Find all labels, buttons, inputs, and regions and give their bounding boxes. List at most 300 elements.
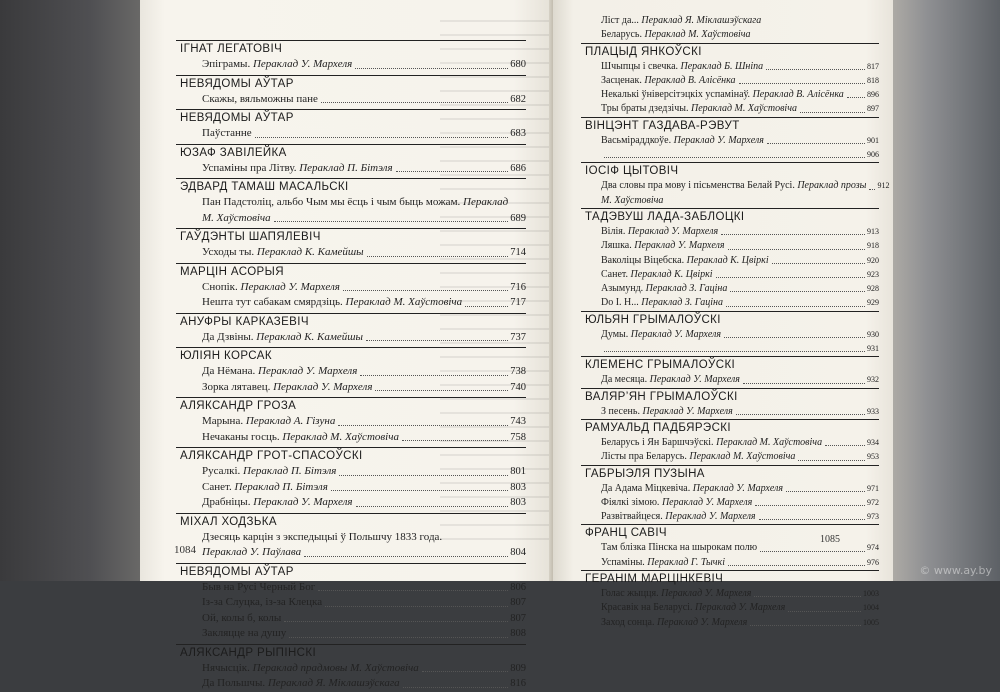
work-title: Эпіграмы.	[202, 58, 253, 70]
work-title: Зорка лятавец.	[202, 380, 274, 393]
dot-leader	[760, 541, 865, 551]
author-group	[176, 263, 526, 311]
entry-title	[601, 102, 797, 116]
dot-leader	[360, 364, 508, 376]
page-ref: 930	[867, 329, 879, 339]
translator-note: Пераклад П. Бітэля	[243, 465, 337, 477]
entry-title	[601, 268, 713, 282]
work-title: Ваколіцы Віцебска.	[601, 254, 687, 266]
toc-entry	[581, 102, 879, 116]
entry-title	[202, 480, 328, 496]
translator-note: Пераклад У. Мархеля	[240, 280, 340, 293]
dot-leader	[366, 330, 508, 342]
dot-leader	[402, 430, 508, 442]
work-title: Усходы ты.	[202, 246, 257, 258]
page-ref: 740	[510, 381, 526, 393]
dot-leader	[755, 496, 865, 506]
dot-leader	[331, 480, 508, 492]
dot-leader	[284, 611, 508, 623]
page-ref: 686	[510, 162, 526, 174]
work-title: Беларусь.	[601, 29, 645, 41]
work-title: Пан Падстоліц, альбо Чым мы ёсць і чым быць можам.	[202, 196, 464, 208]
toc-entry	[176, 195, 526, 211]
author-heading: НЕВЯДОМЫ АЎТАР	[176, 563, 526, 580]
page-ref: 803	[510, 481, 526, 493]
toc-entry	[581, 587, 879, 601]
work-title: Тры браты дзедзічы.	[601, 103, 691, 115]
author-group	[581, 162, 890, 208]
dot-leader	[754, 587, 861, 597]
author-heading: ІГНАТ ЛЕГАТОВІЧ	[176, 40, 526, 57]
entry-title	[601, 134, 764, 148]
page-ref: 920	[867, 255, 879, 265]
page-ref: 897	[867, 104, 879, 114]
work-title: Успаміны.	[601, 556, 648, 568]
toc-entry	[581, 179, 890, 193]
author-group	[581, 43, 879, 117]
dot-leader	[304, 545, 508, 557]
toc-entry	[176, 245, 526, 261]
dot-leader	[403, 676, 509, 688]
translator-note: Пераклад У. Мархеля	[665, 511, 756, 523]
translator-note: Пераклад У. Мархеля	[630, 328, 722, 340]
toc-entry	[581, 436, 879, 450]
author-group	[176, 513, 526, 561]
entry-title	[601, 74, 736, 88]
page-ref: 682	[510, 93, 526, 105]
toc-entry	[176, 295, 526, 311]
translator-note: Пераклад	[463, 196, 509, 208]
entry-title	[601, 179, 866, 193]
page-ref: 717	[510, 297, 526, 308]
page-ref: 1005	[863, 617, 879, 627]
work-title: З песень.	[601, 405, 643, 417]
dot-leader	[721, 225, 865, 235]
work-title: Снопік.	[202, 280, 241, 293]
entry-title	[601, 194, 663, 208]
author-heading: РАМУАЛЬД ПАДБЯРЭСКІ	[581, 419, 879, 436]
toc-entry	[581, 510, 879, 524]
work-title: Ліст да...	[601, 15, 642, 26]
page-ref: 689	[510, 212, 526, 224]
work-title: Развітвайцеся.	[601, 511, 666, 523]
translator-note: Пераклад М. Хаўстовіча	[282, 430, 399, 443]
translator-note: Пераклад У. Мархеля	[258, 365, 358, 377]
page-ref: 683	[510, 128, 526, 139]
entry-title	[601, 510, 756, 524]
translator-note: Пераклад К. Цвіркі	[686, 254, 769, 266]
author-heading: ПЛАЦЫД ЯНКОЎСКІ	[581, 43, 879, 60]
author-group	[176, 644, 526, 692]
toc-entry	[176, 676, 526, 692]
toc-entry	[176, 57, 526, 73]
work-title: Ляшка.	[601, 240, 635, 252]
entry-title	[601, 436, 822, 450]
dot-leader	[422, 661, 508, 673]
author-group	[581, 465, 879, 525]
page-ref: 932	[867, 375, 879, 385]
dot-leader	[786, 482, 865, 492]
entry-title	[601, 88, 844, 102]
translator-note: Пераклад В. Алісёнка	[644, 74, 736, 86]
entry-title	[601, 450, 795, 464]
toc-entry	[581, 342, 879, 356]
page-number-left: 1084	[174, 544, 196, 556]
toc-entry	[581, 405, 879, 419]
author-heading: АЛЯКСАНДР ГРОТ-СПАСОЎСКІ	[176, 447, 526, 464]
dot-leader	[724, 328, 865, 338]
page-ref: 808	[510, 628, 526, 639]
dot-leader	[716, 268, 865, 278]
author-group	[176, 397, 526, 445]
dot-leader	[788, 601, 861, 611]
page-ref: 929	[867, 298, 879, 308]
author-group	[176, 178, 526, 226]
dot-leader	[465, 295, 508, 307]
toc-entry	[581, 282, 879, 296]
author-heading: АЛЯКСАНДР РЫПІНСКІ	[176, 644, 526, 661]
author-heading: ЮЗАФ ЗАВІЛЕЙКА	[176, 144, 526, 161]
page-ref: 714	[510, 247, 526, 258]
page-ref: 807	[510, 597, 526, 608]
page-ref: 738	[510, 366, 526, 377]
dot-leader	[730, 282, 865, 292]
translator-note: Пераклад У. Мархеля	[656, 616, 748, 628]
page-ref: 758	[510, 431, 526, 443]
toc-entry	[581, 482, 879, 496]
author-group	[581, 117, 879, 163]
toc-entry	[176, 92, 526, 108]
toc-entry	[176, 330, 526, 346]
toc-entry	[581, 88, 879, 102]
author-group	[176, 447, 526, 511]
page-ref: 918	[867, 241, 879, 251]
page-ref: 906	[867, 150, 879, 160]
toc-entry	[581, 134, 879, 148]
translator-note: Пераклад У. Мархеля	[252, 58, 353, 70]
toc-entry	[176, 661, 526, 677]
dot-leader	[604, 148, 865, 158]
work-title: Do I. Н...	[601, 297, 642, 309]
author-group	[176, 347, 526, 395]
translator-note: Пераклад У. Мархеля	[253, 496, 353, 508]
work-title: Русалкі.	[202, 465, 244, 477]
toc-entry	[176, 380, 526, 396]
work-title: Да Польшчы.	[202, 677, 268, 689]
author-group	[176, 563, 526, 642]
author-group	[581, 419, 879, 465]
work-title: Паўстанне	[202, 127, 252, 139]
author-heading: КЛЕМЕНС ГРЫМАЛОЎСКІ	[581, 356, 879, 373]
work-title: Нечаканы госць.	[202, 430, 283, 443]
translator-note: Пераклад В. Алісёнка	[752, 89, 844, 101]
page-ref: 972	[867, 497, 879, 507]
left-page	[140, 0, 555, 689]
work-title: Вілія.	[601, 225, 628, 237]
page-ref: 806	[510, 581, 526, 593]
page-ref: 913	[867, 226, 879, 236]
page-ref: 816	[510, 678, 526, 689]
page-ref: 807	[510, 612, 526, 624]
toc-entry	[176, 580, 526, 596]
page-ref: 817	[867, 61, 879, 71]
dot-leader	[604, 342, 865, 352]
toc-entry	[581, 14, 879, 28]
toc-entry	[581, 28, 879, 42]
entry-title	[601, 556, 725, 570]
dot-leader	[367, 245, 509, 257]
translator-note: Пераклад Г. Тычкі	[647, 556, 726, 568]
entry-title	[202, 661, 419, 677]
page-ref: 912	[877, 181, 890, 191]
toc-entry	[176, 595, 526, 611]
translator-note: Пераклад А. Гізуна	[245, 415, 336, 427]
page-ref: 737	[510, 331, 526, 343]
dot-leader	[343, 280, 508, 292]
dot-leader	[339, 464, 508, 476]
page-ref: 928	[867, 284, 879, 294]
author-heading: ЮЛІЯН КОРСАК	[176, 347, 526, 364]
toc-entry	[581, 601, 879, 615]
author-heading: МІХАЛ ХОДЗЬКА	[176, 513, 526, 530]
author-group	[176, 40, 526, 73]
dot-leader	[255, 126, 509, 138]
toc-entry	[581, 239, 879, 253]
translator-note: Пераклад У. Мархеля	[661, 588, 752, 600]
work-title: Нешта тут сабакам смярдзіць.	[202, 296, 346, 308]
dot-leader	[338, 414, 508, 426]
entry-title	[202, 280, 340, 296]
work-title: Голас жыцця.	[601, 588, 662, 600]
dot-leader	[759, 510, 865, 520]
work-title: Успаміны пра Літву.	[202, 161, 300, 174]
dot-leader	[355, 57, 508, 69]
entry-title	[202, 595, 322, 611]
dot-leader	[772, 254, 865, 264]
dot-leader	[325, 595, 508, 607]
entry-title	[202, 245, 364, 261]
work-title: Драбніцы.	[202, 496, 254, 508]
entry-title	[202, 414, 335, 430]
dot-leader	[739, 74, 865, 84]
author-group	[176, 109, 526, 142]
translator-note: Пераклад З. Гаціна	[645, 283, 728, 295]
entry-title	[202, 611, 281, 627]
entry-title	[601, 28, 751, 42]
page-ref: 973	[867, 512, 879, 522]
dot-leader	[375, 380, 508, 392]
toc-entry	[176, 545, 526, 561]
page-ref: 923	[867, 269, 879, 279]
work-title: Лісты пра Беларусь.	[601, 451, 690, 463]
dot-leader	[750, 616, 861, 626]
translator-note: Пераклад П. Бітэля	[299, 161, 393, 174]
entry-title	[601, 587, 751, 601]
toc-entry	[581, 496, 879, 510]
page-ref: 809	[510, 662, 526, 674]
page-ref: 1004	[863, 603, 879, 613]
translator-note: Пераклад У. Мархеля	[273, 380, 373, 393]
toc-entry	[176, 126, 526, 142]
translator-note: Пераклад прадмовы М. Хаўстовіча	[252, 661, 419, 674]
author-heading: ГЕРАНІМ МАРЦІНКЕВІЧ	[581, 570, 879, 587]
work-title: Скажы, вяльможны пане	[202, 92, 318, 105]
work-title: Марына.	[202, 415, 246, 427]
work-title: Закляцце на душу	[202, 627, 287, 639]
author-group	[176, 228, 526, 261]
entry-title	[202, 195, 508, 211]
author-group	[581, 570, 879, 630]
toc-entry	[581, 556, 879, 570]
entry-title	[601, 482, 783, 496]
translator-note: Пераклад К. Цвіркі	[630, 268, 713, 280]
entry-title	[202, 161, 393, 177]
author-heading: ЭДВАРД ТАМАШ МАСАЛЬСКІ	[176, 178, 526, 195]
work-title: Там блізка Пінска на шырокам полю	[601, 542, 758, 554]
author-heading: ГАЎДЭНТЫ ШАПЯЛЕВІЧ	[176, 228, 526, 245]
toc-entry	[581, 268, 879, 282]
dot-leader	[274, 211, 509, 223]
toc-entry	[176, 364, 526, 380]
toc-entry	[581, 74, 879, 88]
toc-entry	[581, 254, 879, 268]
entry-title	[202, 530, 442, 546]
dot-leader	[825, 436, 865, 446]
translator-note: Пераклад У. Мархеля	[694, 602, 786, 614]
dot-leader	[728, 239, 865, 249]
entry-title	[202, 126, 252, 142]
dot-leader	[798, 450, 865, 460]
author-group	[176, 313, 526, 346]
toc-entry	[176, 211, 526, 227]
toc-entry	[581, 450, 879, 464]
page-ref: 953	[867, 452, 879, 462]
entry-title	[601, 282, 727, 296]
page-number-right: 1085	[820, 534, 840, 545]
entry-title	[202, 495, 353, 511]
translator-note: Пераклад Я. Міклашэўскага	[267, 677, 400, 689]
author-group	[581, 311, 879, 357]
author-group	[581, 208, 879, 311]
dot-leader	[726, 296, 865, 306]
work-title: Фіялкі зімою.	[601, 496, 662, 508]
page-ref: 801	[510, 466, 526, 477]
work-title: Ой, колы б, колы	[202, 611, 282, 624]
author-group	[581, 356, 879, 387]
page-ref: 743	[510, 416, 526, 427]
entry-title	[601, 541, 757, 555]
entry-title	[601, 373, 740, 387]
entry-title	[202, 92, 318, 108]
work-title: Красавік на Беларусі.	[601, 602, 695, 614]
entry-title	[601, 14, 761, 28]
work-title: Два словы пра мову і пісьменства Белай Русі.	[601, 180, 798, 192]
translator-note: Пераклад М. Хаўстовіча	[345, 296, 463, 308]
entry-title	[202, 676, 400, 692]
dot-leader	[289, 626, 508, 638]
author-group	[581, 388, 879, 419]
toc-entry	[176, 611, 526, 627]
work-title: Нячысцік.	[202, 661, 253, 674]
toc-entry	[581, 616, 879, 630]
work-title: Санет.	[202, 480, 235, 493]
entry-title	[601, 328, 721, 342]
page-ref: 971	[867, 483, 879, 493]
page-ref: 896	[867, 90, 879, 100]
author-heading: МАРЦІН АСОРЫЯ	[176, 263, 526, 280]
dot-leader	[321, 92, 508, 104]
translator-note: Пераклад М. Хаўстовіча	[690, 103, 797, 115]
toc-entry	[176, 280, 526, 296]
work-title: Некалькі ўніверсітэцкіх успамінаў.	[601, 89, 753, 101]
entry-title	[601, 254, 769, 268]
left-contents-column	[176, 38, 526, 692]
toc-entry	[176, 430, 526, 446]
translator-note: Пераклад У. Мархеля	[661, 496, 753, 508]
toc-entry	[176, 161, 526, 177]
page-ref: 974	[867, 543, 879, 553]
dot-leader	[869, 179, 875, 189]
dot-leader	[356, 495, 509, 507]
toc-entry	[176, 480, 526, 496]
entry-title	[202, 57, 352, 73]
page-ref: 976	[867, 557, 879, 567]
dot-leader	[318, 580, 508, 592]
translator-note: Пераклад У. Паўлава	[202, 546, 302, 558]
entry-title	[601, 405, 733, 419]
entry-title	[202, 380, 372, 396]
watermark: © www.ay.by	[919, 564, 992, 577]
translator-note: Пераклад прозы	[797, 180, 867, 192]
toc-entry	[581, 148, 879, 162]
author-heading: ФРАНЦ САВІЧ	[581, 524, 879, 541]
work-title: Санет.	[601, 268, 631, 280]
toc-entry	[176, 464, 526, 480]
page-edges-right	[880, 0, 1000, 581]
translator-note: Пераклад У. Мархеля	[649, 374, 740, 386]
work-title: Беларусь і Ян Баршчэўскі.	[601, 436, 717, 448]
translator-note: Пераклад М. Хаўстовіча	[716, 436, 823, 448]
entry-title	[202, 330, 363, 346]
translator-note: Пераклад У. Мархеля	[673, 134, 764, 146]
entry-title	[601, 296, 723, 310]
dot-leader	[767, 134, 865, 144]
translator-note: Пераклад З. Гаціна	[641, 297, 723, 309]
work-title: Шчыпцы і свечка.	[601, 60, 681, 72]
dot-leader	[736, 405, 865, 415]
author-heading: НЕВЯДОМЫ АЎТАР	[176, 109, 526, 126]
author-heading: ІОСІФ ЦЫТОВІЧ	[581, 162, 879, 179]
entry-title	[202, 295, 462, 311]
toc-entry	[581, 296, 879, 310]
toc-entry	[176, 414, 526, 430]
toc-entry	[176, 530, 526, 546]
dot-leader	[396, 161, 509, 173]
work-title: Азымунд.	[601, 283, 646, 295]
work-title: Да Адама Міцкевіча.	[601, 482, 693, 494]
entry-title	[202, 545, 301, 561]
toc-entry	[581, 60, 879, 74]
toc-entry	[176, 495, 526, 511]
dot-leader	[766, 60, 865, 70]
work-title: Быв на Русі Черный Бог	[202, 580, 316, 593]
translator-note: Пераклад М. Хаўстовіча	[689, 451, 796, 463]
translator-note: М. Хаўстовіча	[202, 211, 271, 224]
work-title: Засценак.	[601, 74, 645, 86]
translator-note: М. Хаўстовіча	[601, 194, 664, 206]
work-title: Дзесяць карцін з экспедыцыі ў Польшчу 1833 года.	[202, 530, 443, 543]
page-ref: 716	[510, 281, 526, 293]
